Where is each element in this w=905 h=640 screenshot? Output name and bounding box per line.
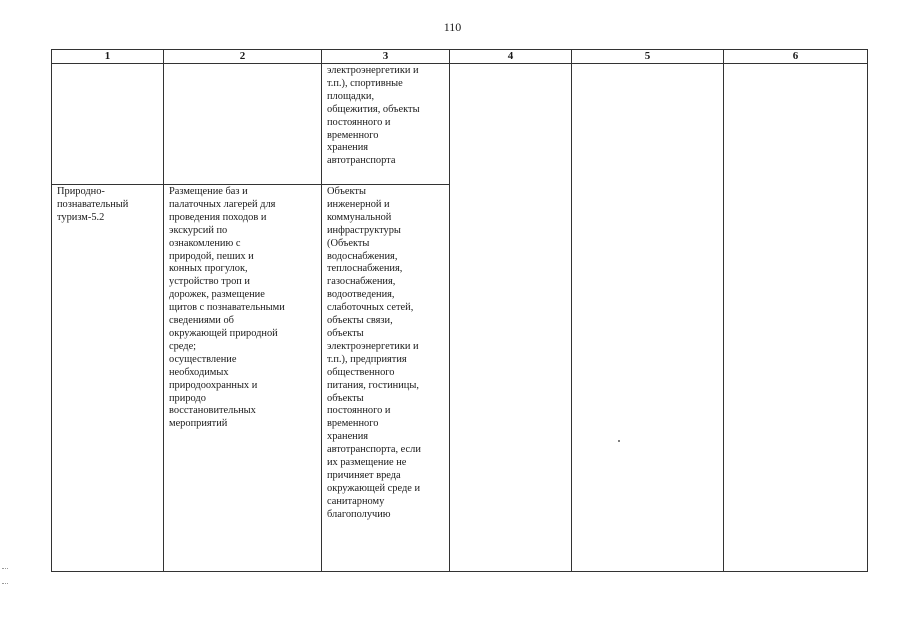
cell-col-4	[450, 64, 572, 572]
cell-use-type: Природно- познавательный туризм-5.2	[52, 185, 164, 572]
header-col-3: 3	[322, 50, 450, 64]
regulations-table	[51, 49, 868, 572]
header-col-5: 5	[572, 50, 724, 64]
cell-permitted-objects: электроэнергетики и т.п.), спортивные площадки, общежития, объекты постоянного и временного хранения автотранспорта	[322, 64, 450, 185]
cell-col-6	[724, 64, 868, 572]
cell-permitted-objects: Объекты инженерной и коммунальной инфраструктуры (Объекты водоснабжения, теплоснабжения, газоснабжения, водоотведения, слаботочных сетей, объекты связи, объекты электроэнергетики и т.п.), предприятия общественного питания, гостиницы, объекты постоянного и временного хранения автотранспорта, если их размещение не причиняет вреда окружающей среде и санитарному благополучию	[322, 185, 450, 572]
cell-description: Размещение баз и палаточных лагерей для проведения походов и экскурсий по ознакомлению с природой, пеших и конных прогулок, устройство троп и дорожек, размещение щитов с познавательными сведениями об окружающей природной среде; осуществление необходимых природоохранных и природо восстановительных мероприятий	[164, 185, 322, 572]
scan-speck	[618, 440, 620, 442]
header-row	[52, 50, 868, 64]
header-col-6: 6	[724, 50, 868, 64]
cell-use-type	[52, 64, 164, 185]
cell-description	[164, 64, 322, 185]
table-row-continuation	[52, 64, 868, 185]
header-col-1: 1	[52, 50, 164, 64]
margin-marks	[2, 568, 8, 584]
cell-col-5	[572, 64, 724, 572]
page-number: 110	[443, 20, 462, 34]
header-col-2: 2	[164, 50, 322, 64]
header-col-4: 4	[450, 50, 572, 64]
